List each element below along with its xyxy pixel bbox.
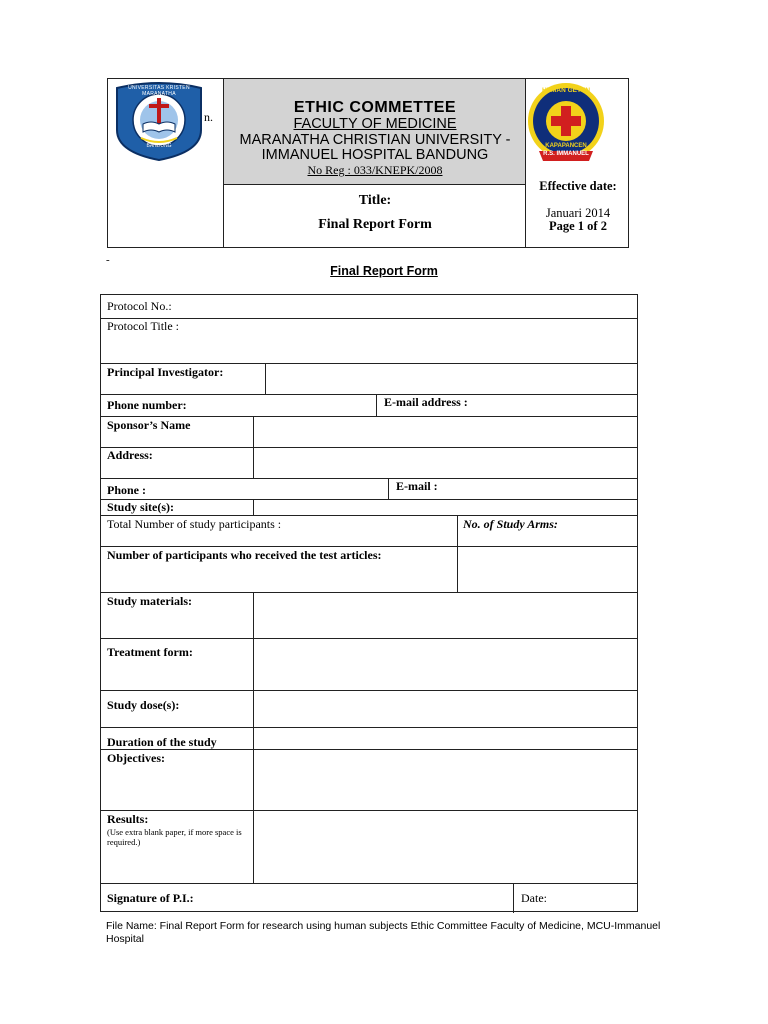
title-label: Title: — [358, 193, 392, 208]
effective-date: Januari 2014 — [545, 206, 611, 220]
results-note: (Use extra blank paper, if more space is required.) — [107, 827, 242, 847]
page-info: Page 1 of 2 — [549, 219, 607, 233]
objectives-label: Objectives: — [107, 751, 165, 765]
faculty-name: FACULTY OF MEDICINE — [293, 116, 457, 132]
protocol-title-label: Protocol Title : — [107, 319, 180, 333]
truncated-text: n. — [204, 110, 213, 124]
date-label: Date: — [521, 891, 547, 905]
hospital-logo-mid-text: KAPAPANCEN — [545, 143, 587, 149]
committee-title: ETHIC COMMETTEE — [293, 99, 457, 116]
phone-number-label: Phone number: — [107, 398, 187, 412]
results-label: Results: — [107, 812, 149, 826]
document-header — [107, 78, 629, 248]
stray-mark: - — [106, 254, 110, 266]
final-report-form-table — [100, 294, 638, 912]
phone-label: Phone : — [107, 483, 146, 497]
received-articles-label: Number of participants who received the test articles: — [107, 548, 382, 562]
university-name: MARANATHA CHRISTIAN UNIVERSITY - — [239, 132, 511, 148]
title-value: Final Report Form — [318, 217, 432, 232]
principal-investigator-label: Principal Investigator: — [107, 365, 224, 379]
form-heading: Final Report Form — [330, 264, 438, 278]
study-arms-label: No. of Study Arms: — [463, 517, 558, 531]
hospital-logo-top-text: HEMAN GETEN — [541, 87, 591, 94]
email-address-label: E-mail address : — [384, 395, 468, 409]
hospital-logo-bottom-text: R.S. IMMANUEL — [543, 151, 589, 157]
university-logo-city: BANDUNG — [146, 143, 172, 149]
signature-label: Signature of P.I.: — [107, 891, 194, 905]
study-sites-label: Study site(s): — [107, 500, 175, 514]
protocol-no-label: Protocol No.: — [107, 299, 172, 313]
treatment-form-label: Treatment form: — [107, 645, 193, 659]
duration-label: Duration of the study — [107, 735, 217, 749]
address-label: Address: — [107, 448, 153, 462]
sponsor-name-label: Sponsor’s Name — [107, 418, 191, 432]
study-materials-label: Study materials: — [107, 594, 192, 608]
study-doses-label: Study dose(s): — [107, 698, 180, 712]
total-participants-label: Total Number of study participants : — [107, 517, 282, 531]
file-name-footer: File Name: Final Report Form for research using human subjects Ethic Committee Faculty of Medicine, MCU-Immanuel Hospital — [106, 920, 661, 945]
university-logo-text: UNIVERSITAS KRISTEN MARANATHA — [128, 85, 190, 97]
registration-number: No Reg : 033/KNEPK/2008 — [307, 163, 443, 177]
header-divider-horizontal — [223, 184, 525, 185]
effective-date-label: Effective date: — [539, 179, 617, 193]
hospital-name: IMMANUEL HOSPITAL BANDUNG — [261, 147, 489, 163]
email-label: E-mail : — [396, 479, 438, 493]
